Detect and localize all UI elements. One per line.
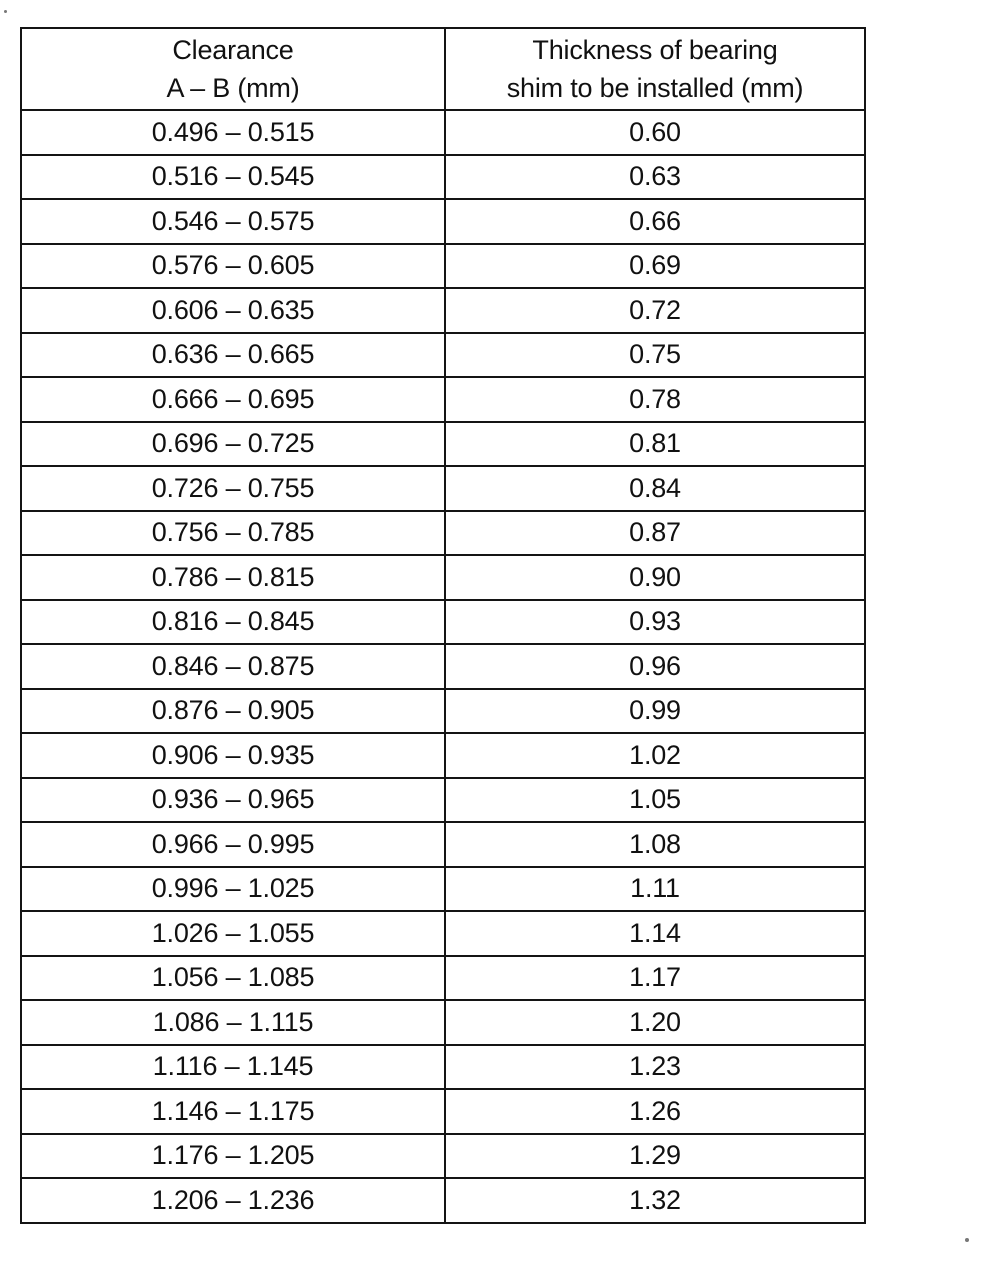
table-row	[21, 555, 865, 600]
clearance-cell: 0.966 – 0.995	[21, 822, 445, 867]
table-row	[21, 466, 865, 511]
thickness-cell: 1.02	[445, 733, 865, 778]
thickness-cell: 1.29	[445, 1134, 865, 1179]
clearance-cell: 0.606 – 0.635	[21, 288, 445, 333]
table-row	[21, 911, 865, 956]
table-row	[21, 867, 865, 912]
table-body	[21, 110, 865, 1223]
clearance-cell: 0.496 – 0.515	[21, 110, 445, 155]
table-row	[21, 155, 865, 200]
clearance-cell: 1.026 – 1.055	[21, 911, 445, 956]
thickness-cell: 1.14	[445, 911, 865, 956]
thickness-cell: 0.78	[445, 377, 865, 422]
clearance-cell: 0.666 – 0.695	[21, 377, 445, 422]
clearance-cell: 0.936 – 0.965	[21, 778, 445, 823]
thickness-cell: 0.81	[445, 422, 865, 467]
clearance-cell: 1.206 – 1.236	[21, 1178, 445, 1223]
clearance-cell: 1.056 – 1.085	[21, 956, 445, 1001]
clearance-cell: 0.906 – 0.935	[21, 733, 445, 778]
thickness-cell: 1.26	[445, 1089, 865, 1134]
thickness-cell: 0.75	[445, 333, 865, 378]
table-header-row	[21, 28, 865, 110]
thickness-cell: 0.66	[445, 199, 865, 244]
thickness-cell: 0.60	[445, 110, 865, 155]
clearance-column-header	[21, 28, 445, 110]
thickness-cell: 0.63	[445, 155, 865, 200]
clearance-cell: 0.636 – 0.665	[21, 333, 445, 378]
table-row	[21, 288, 865, 333]
clearance-cell: 0.996 – 1.025	[21, 867, 445, 912]
table-row	[21, 733, 865, 778]
thickness-cell: 1.32	[445, 1178, 865, 1223]
clearance-cell: 1.086 – 1.115	[21, 1000, 445, 1045]
thickness-header-line-2: shim to be installed (mm)	[506, 73, 804, 103]
thickness-cell: 1.11	[445, 867, 865, 912]
thickness-column-header	[445, 28, 865, 110]
thickness-cell: 1.08	[445, 822, 865, 867]
clearance-cell: 0.756 – 0.785	[21, 511, 445, 556]
clearance-cell: 0.726 – 0.755	[21, 466, 445, 511]
clearance-cell: 0.816 – 0.845	[21, 600, 445, 645]
clearance-cell: 0.696 – 0.725	[21, 422, 445, 467]
table-row	[21, 778, 865, 823]
table-row	[21, 1134, 865, 1179]
thickness-cell: 1.17	[445, 956, 865, 1001]
clearance-cell: 1.176 – 1.205	[21, 1134, 445, 1179]
thickness-cell: 0.84	[445, 466, 865, 511]
table-row	[21, 1045, 865, 1090]
clearance-cell: 0.546 – 0.575	[21, 199, 445, 244]
table-row	[21, 822, 865, 867]
scan-speck	[4, 10, 7, 13]
table-row	[21, 1000, 865, 1045]
shim-selection-table	[20, 27, 866, 1224]
thickness-cell: 0.99	[445, 689, 865, 734]
thickness-cell: 0.96	[445, 644, 865, 689]
table-row	[21, 422, 865, 467]
clearance-cell: 0.876 – 0.905	[21, 689, 445, 734]
thickness-cell: 0.72	[445, 288, 865, 333]
scan-speck	[965, 1238, 969, 1242]
thickness-cell: 0.93	[445, 600, 865, 645]
thickness-cell: 1.23	[445, 1045, 865, 1090]
clearance-cell: 0.846 – 0.875	[21, 644, 445, 689]
table-row	[21, 1178, 865, 1223]
table-row	[21, 1089, 865, 1134]
table-row	[21, 244, 865, 289]
table-row	[21, 333, 865, 378]
clearance-cell: 1.116 – 1.145	[21, 1045, 445, 1090]
clearance-cell: 0.516 – 0.545	[21, 155, 445, 200]
thickness-header-line-1: Thickness of bearing	[532, 35, 778, 65]
table-row	[21, 956, 865, 1001]
table-row	[21, 199, 865, 244]
clearance-cell: 1.146 – 1.175	[21, 1089, 445, 1134]
thickness-cell: 0.69	[445, 244, 865, 289]
thickness-cell: 1.20	[445, 1000, 865, 1045]
clearance-header-line-2: A – B (mm)	[166, 73, 300, 103]
thickness-cell: 1.05	[445, 778, 865, 823]
thickness-cell: 0.87	[445, 511, 865, 556]
clearance-cell: 0.786 – 0.815	[21, 555, 445, 600]
table-row	[21, 600, 865, 645]
table-row	[21, 511, 865, 556]
clearance-header-line-1: Clearance	[172, 35, 294, 65]
table-row	[21, 689, 865, 734]
table-row	[21, 644, 865, 689]
table-row	[21, 377, 865, 422]
thickness-cell: 0.90	[445, 555, 865, 600]
shim-selection-sheet	[20, 27, 864, 1224]
table-row	[21, 110, 865, 155]
clearance-cell: 0.576 – 0.605	[21, 244, 445, 289]
